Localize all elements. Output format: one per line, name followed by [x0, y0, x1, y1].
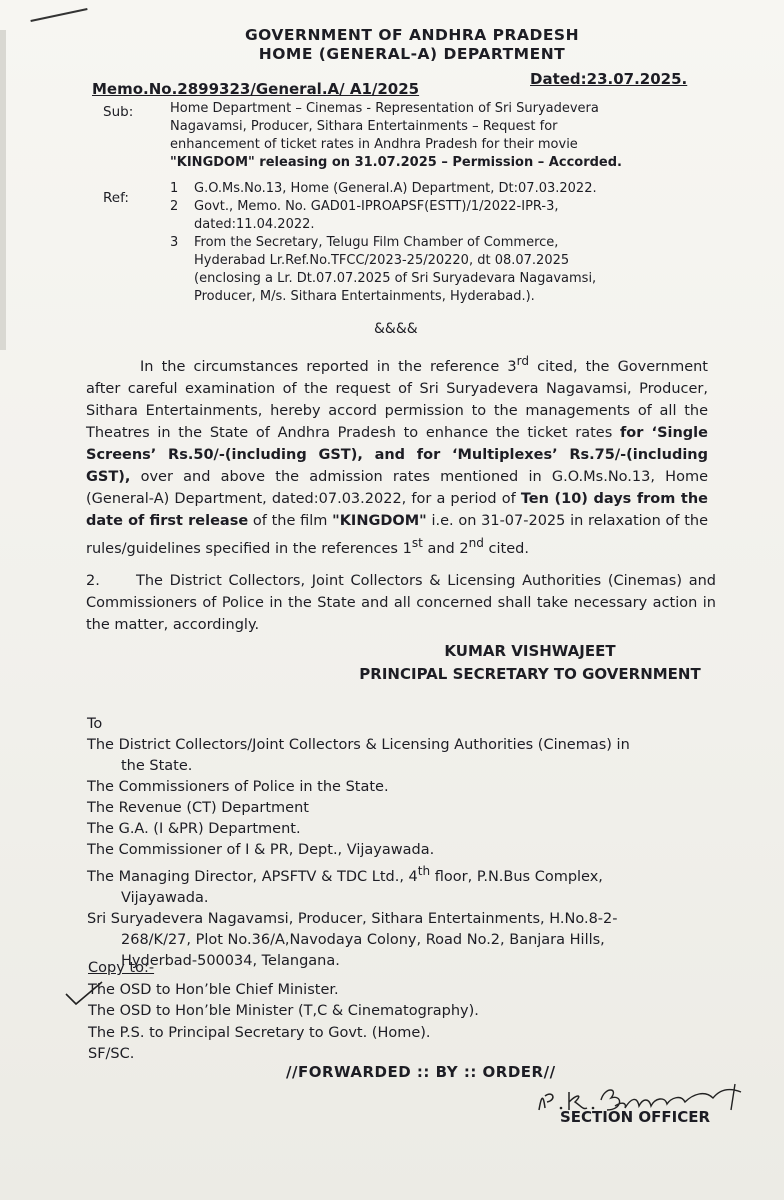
ordinal-suffix: th	[417, 864, 431, 878]
reference-item	[170, 198, 690, 216]
para-text: of the film	[248, 512, 333, 529]
reference-item	[170, 234, 690, 252]
page-edge-shadow	[0, 30, 6, 350]
para-text: The District Collectors, Joint Collectors & Licensing Authorities (Cinemas) and Commissioners of Police in the State and all concerned shall take necessary action in the matter, accordingly.	[86, 573, 716, 633]
copy-line: The OSD to Hon’ble Minister (T,C & Cinematography).	[88, 1003, 479, 1019]
recipient-line: the State.	[121, 758, 193, 774]
ordinal-suffix: st	[411, 535, 423, 550]
section-separator: &&&&	[374, 321, 418, 337]
recipient-line: 268/K/27, Plot No.36/A,Navodaya Colony, Road No.2, Banjara Hills,	[121, 931, 605, 948]
pen-mark	[30, 8, 87, 22]
period-bold: Ten (10) days from the date of first release	[86, 490, 708, 529]
subject-line: Nagavamsi, Producer, Sithara Entertainments – Request for	[170, 119, 558, 134]
recipient-line	[87, 861, 727, 888]
reference-text: Hyderabad Lr.Ref.No.TFCC/2023-25/20220, dt 08.07.2025	[194, 253, 570, 268]
reference-text: Producer, M/s. Sithara Entertainments, Hyderabad.).	[194, 289, 535, 304]
reference-text: Govt., Memo. No. GAD01-IPROAPSF(ESTT)/1/2022-IPR-3,	[194, 199, 559, 214]
to-label: To	[87, 716, 103, 732]
order-paragraph	[86, 350, 708, 560]
para-text: In the circumstances reported in the reference 3	[140, 358, 517, 375]
reference-text: G.O.Ms.No.13, Home (General.A) Department, Dt:07.03.2022.	[194, 181, 597, 196]
para-text: i.e. on 31-07-2025 in relaxation of the rules/guidelines specified in the references 1	[86, 512, 708, 557]
recipient-line: The Commissioners of Police in the State.	[87, 779, 389, 795]
film-name-bold: "KINGDOM"	[332, 512, 427, 529]
subject-label: Sub:	[103, 104, 134, 120]
copy-line: SF/SC.	[88, 1046, 135, 1062]
memo-number: Memo.No.2899323/General.A/ A1/2025	[92, 80, 420, 98]
reference-label: Ref:	[103, 190, 129, 206]
subject-line: "KINGDOM" releasing on 31.07.2025 – Permission – Accorded.	[170, 155, 622, 170]
signatory-title: PRINCIPAL SECRETARY TO GOVERNMENT	[359, 665, 701, 683]
recipient-line: The G.A. (I &PR) Department.	[87, 821, 301, 837]
recipient-text: The Managing Director, APSFTV & TDC Ltd., 4	[87, 868, 418, 885]
checkmark-icon	[64, 980, 104, 1008]
recipient-line: The Revenue (CT) Department	[87, 800, 309, 816]
reference-text: (enclosing a Lr. Dt.07.07.2025 of Sri Suryadevara Nagavamsi,	[194, 271, 597, 286]
recipient-text: floor, P.N.Bus Complex,	[430, 868, 603, 885]
subject-line: enhancement of ticket rates in Andhra Pradesh for their movie	[170, 137, 578, 152]
recipients-block	[87, 714, 727, 972]
para-text: cited, the Government after careful examination of the request of Sri Suryadevera Nagavamsi, Producer, Sithara Entertainments, hereby accord permission to the managements of all the Theatres in the State of Andhra Pradesh to enhance the ticket rates	[86, 358, 708, 441]
action-paragraph	[86, 570, 716, 636]
subject-text	[170, 100, 670, 172]
section-officer-title: SECTION OFFICER	[560, 1108, 711, 1126]
reference-item	[170, 180, 690, 198]
subject-line: Home Department – Cinemas - Representation of Sri Suryadevera	[170, 101, 599, 116]
paragraph-number: 2.	[86, 573, 100, 589]
forwarded-by-order: //FORWARDED :: BY :: ORDER//	[286, 1063, 556, 1081]
signatory-name: KUMAR VISHWAJEET	[444, 642, 616, 660]
recipient-line: The Commissioner of I & PR, Dept., Vijayawada.	[87, 842, 435, 858]
copy-line: The OSD to Hon’ble Chief Minister.	[88, 981, 339, 998]
ticket-rates-bold: for ‘Single Screens’ Rs.50/-(including GST), and for ‘Multiplexes’ Rs.75/-(including GST),	[86, 424, 708, 485]
ordinal-suffix: nd	[468, 535, 484, 550]
govt-heading: GOVERNMENT OF ANDHRA PRADESH	[244, 26, 580, 44]
para-text: cited.	[483, 540, 529, 557]
reference-number: 2	[170, 199, 179, 214]
recipient-line: The District Collectors/Joint Collectors & Licensing Authorities (Cinemas) in	[87, 737, 630, 753]
reference-text: dated:11.04.2022.	[194, 217, 315, 232]
ordinal-suffix: rd	[516, 354, 530, 368]
reference-list	[170, 180, 690, 306]
reference-number: 3	[170, 235, 179, 250]
copy-to-block	[88, 958, 688, 1066]
reference-text: From the Secretary, Telugu Film Chamber of Commerce,	[194, 235, 559, 250]
reference-number: 1	[170, 181, 179, 196]
copy-line: The P.S. to Principal Secretary to Govt. (Home).	[88, 1024, 431, 1041]
para-text: and 2	[422, 540, 469, 557]
department-heading: HOME (GENERAL-A) DEPARTMENT	[258, 45, 566, 63]
copy-to-label: Copy to:-	[88, 960, 155, 976]
signatory-block	[340, 640, 720, 686]
memo-date: Dated:23.07.2025.	[530, 70, 688, 88]
recipient-line: Hyderbad-500034, Telangana.	[121, 952, 340, 969]
recipient-line: Sri Suryadevera Nagavamsi, Producer, Sithara Entertainments, H.No.8-2-	[87, 910, 618, 927]
recipient-line: Vijayawada.	[121, 889, 209, 906]
para-text: over and above the admission rates mentioned in G.O.Ms.No.13, Home (General-A) Department, dated:07.03.2022, for a period of	[86, 468, 708, 507]
